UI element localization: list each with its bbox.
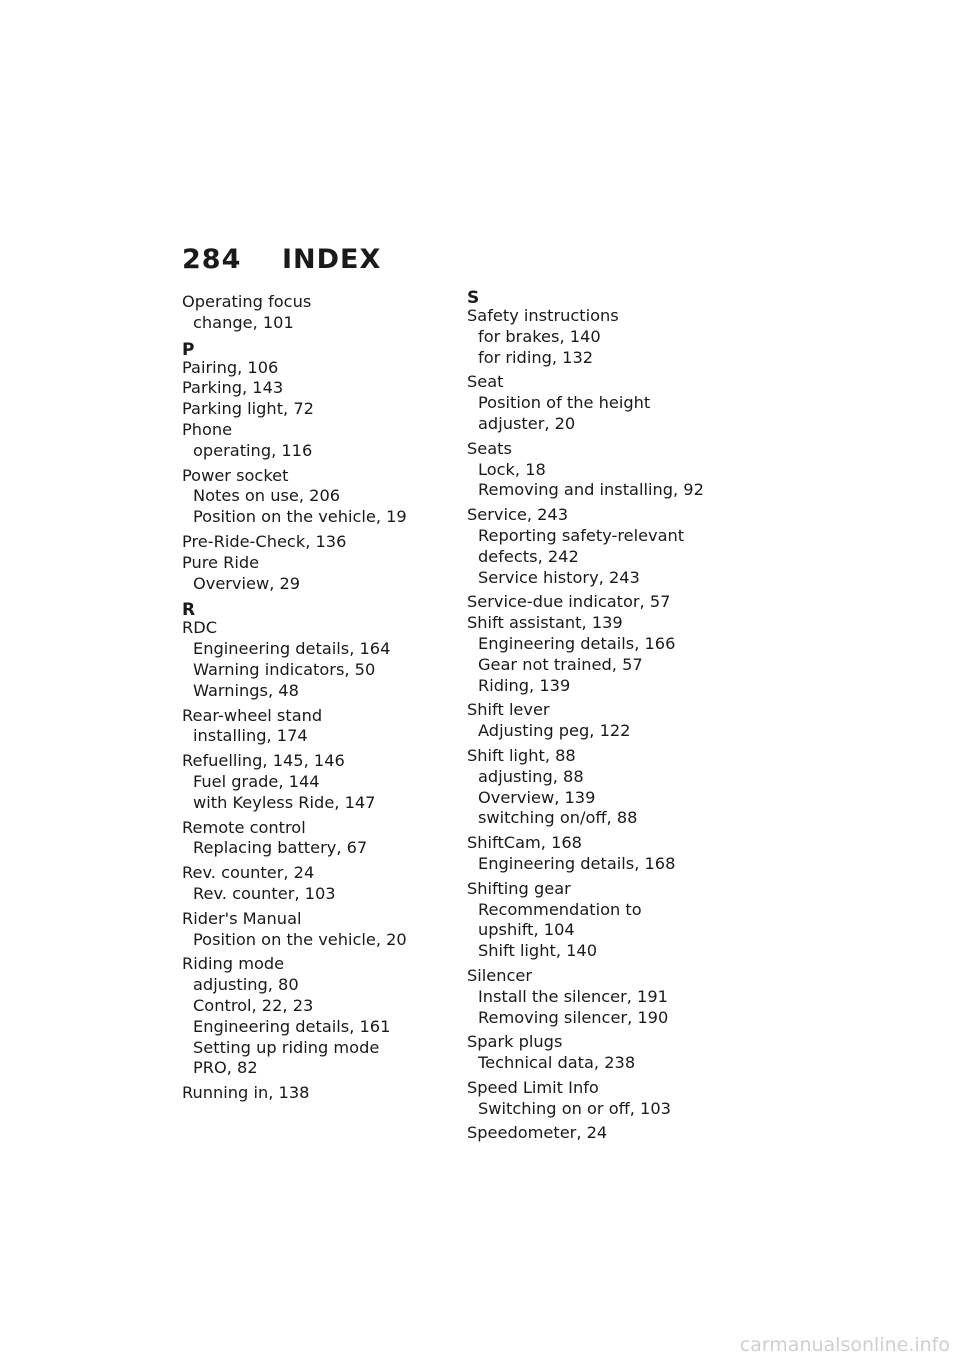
- index-entry: Rev. counter, 24: [182, 863, 315, 883]
- index-subentry: Gear not trained, 57: [478, 654, 643, 674]
- index-entry: Pre-Ride-Check, 136: [182, 531, 347, 551]
- index-subentry: installing, 174: [193, 726, 308, 746]
- index-subentry: Position on the vehicle, 19: [193, 507, 407, 527]
- index-subentry: Fuel grade, 144: [193, 771, 320, 791]
- index-subentry: adjusting, 80: [193, 975, 299, 995]
- index-subentry: Warning indicators, 50: [193, 659, 376, 679]
- index-subentry: adjusting, 88: [478, 766, 584, 786]
- index-subentry: with Keyless Ride, 147: [193, 792, 376, 812]
- index-subentry: Warnings, 48: [193, 680, 299, 700]
- index-subentry: upshift, 104: [478, 920, 575, 940]
- index-entry: Service, 243: [467, 505, 569, 525]
- index-subentry: Recommendation to: [478, 899, 642, 919]
- index-subentry: Position on the vehicle, 20: [193, 929, 407, 949]
- index-subentry: Engineering details, 166: [478, 633, 676, 653]
- index-entry: Pure Ride: [182, 552, 260, 572]
- index-entry: Parking, 143: [182, 378, 284, 398]
- index-subentry: Riding, 139: [478, 675, 571, 695]
- index-entry: Phone: [182, 419, 233, 439]
- index-entry: Operating focus: [182, 292, 312, 311]
- index-entry: RDC: [182, 618, 218, 638]
- index-entry: Rider's Manual: [182, 908, 302, 928]
- index-entry: Safety instructions: [467, 306, 619, 325]
- index-entry: Shift lever: [467, 700, 550, 720]
- index-subentry: Install the silencer, 191: [478, 986, 668, 1006]
- index-subentry: defects, 242: [478, 546, 579, 566]
- index-entry: Shift assistant, 139: [467, 613, 623, 633]
- index-entry: Running in, 138: [182, 1083, 310, 1103]
- index-subentry: Shift light, 140: [478, 941, 598, 961]
- index-entry: Speed Limit Info: [467, 1077, 599, 1097]
- index-subentry: PRO, 82: [193, 1058, 258, 1078]
- index-subentry: Lock, 18: [478, 459, 546, 479]
- watermark: carmanualsonline.info: [739, 1334, 950, 1356]
- index-subentry: Overview, 29: [193, 573, 301, 593]
- index-subentry: Position of the height: [478, 393, 651, 413]
- index-letter-heading: S: [467, 288, 480, 308]
- index-subentry: change, 101: [193, 312, 294, 332]
- index-entry: Rear-wheel stand: [182, 705, 323, 725]
- index-entry: Speedometer, 24: [467, 1123, 608, 1143]
- index-subentry: Switching on or off, 103: [478, 1098, 671, 1118]
- index-subentry: Rev. counter, 103: [193, 883, 336, 903]
- index-subentry: for brakes, 140: [478, 326, 601, 346]
- index-letter-heading: P: [182, 339, 195, 360]
- index-entry: Service-due indicator, 57: [467, 592, 671, 612]
- index-column-left: [182, 292, 452, 1104]
- index-entry: Seats: [467, 438, 512, 458]
- index-entry: Seat: [467, 372, 504, 392]
- index-entry: Refuelling, 145, 146: [182, 751, 345, 771]
- index-entry: ShiftCam, 168: [467, 833, 582, 853]
- index-entry: Power socket: [182, 465, 289, 485]
- index-subentry: Engineering details, 164: [193, 639, 391, 659]
- index-subentry: Control, 22, 23: [193, 995, 314, 1015]
- index-subentry: operating, 116: [193, 440, 313, 460]
- index-entry: Parking light, 72: [182, 399, 314, 419]
- index-entry: Remote control: [182, 817, 306, 837]
- index-entry: Spark plugs: [467, 1032, 563, 1052]
- page-header: [182, 244, 381, 275]
- index-entry: Riding mode: [182, 954, 285, 974]
- index-subentry: Adjusting peg, 122: [478, 721, 631, 741]
- page-number: 284: [182, 244, 242, 275]
- index-subentry: Technical data, 238: [478, 1053, 636, 1073]
- index-column-right: [467, 290, 757, 1144]
- index-subentry: Overview, 139: [478, 787, 596, 807]
- index-letter-heading: R: [182, 600, 196, 621]
- index-subentry: Removing silencer, 190: [478, 1007, 669, 1027]
- index-subentry: Engineering details, 168: [478, 853, 676, 873]
- index-subentry: Reporting safety-relevant: [478, 525, 685, 545]
- index-subentry: Replacing battery, 67: [193, 838, 368, 858]
- page-title: INDEX: [282, 244, 382, 275]
- index-subentry: Notes on use, 206: [193, 486, 341, 506]
- index-subentry: Removing and installing, 92: [478, 480, 704, 500]
- index-subentry: adjuster, 20: [478, 413, 576, 433]
- index-entry: Silencer: [467, 965, 533, 985]
- index-subentry: for riding, 132: [478, 347, 594, 367]
- index-entry: Pairing, 106: [182, 357, 279, 377]
- index-entry: Shifting gear: [467, 878, 571, 898]
- index-entry: Shift light, 88: [467, 745, 576, 765]
- index-subentry: Engineering details, 161: [193, 1016, 391, 1036]
- index-subentry: switching on/off, 88: [478, 808, 638, 828]
- index-subentry: Setting up riding mode: [193, 1037, 380, 1057]
- index-subentry: Service history, 243: [478, 567, 640, 587]
